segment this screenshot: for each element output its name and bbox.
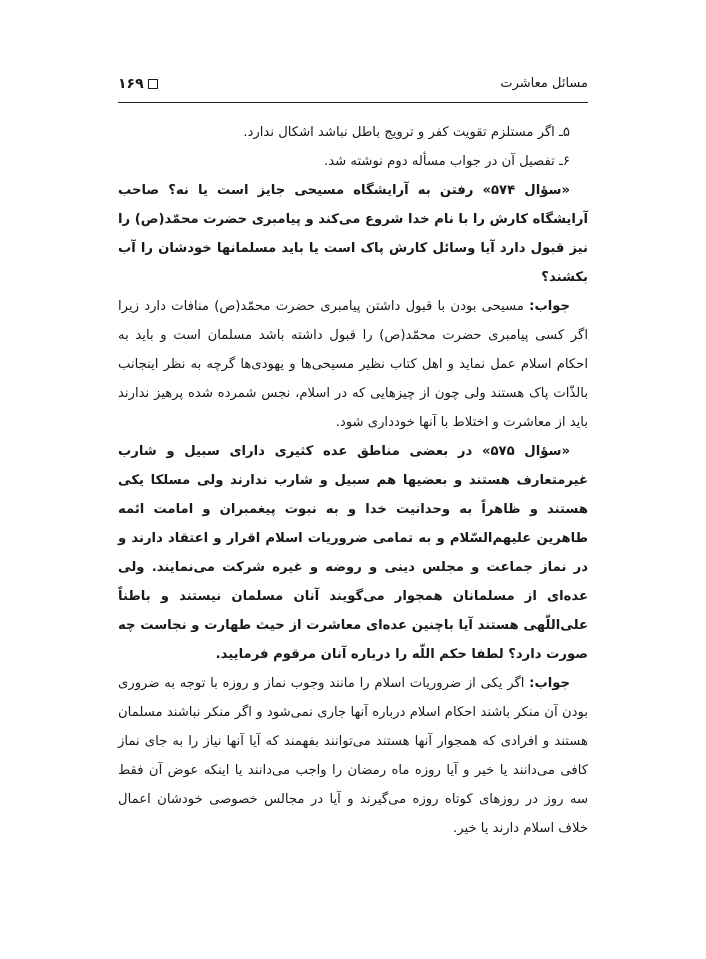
answer-574-label: جواب: bbox=[529, 299, 570, 314]
running-title: مسائل معاشرت bbox=[500, 76, 588, 91]
question-574 bbox=[118, 176, 588, 292]
header-divider bbox=[118, 102, 588, 103]
page-number: ۱۶۹ bbox=[118, 76, 144, 92]
list-item-5: ۵ـ اگر مستلزم تقویت کفر و ترویج باطل نباشد اشکال ندارد. bbox=[243, 125, 570, 140]
answer-575-text: اگر یکی از ضروریات اسلام را مانند وجوب نماز و روزه با توجه به ضروری بودن آن منکر باشند احکام اسلام درباره آنها جاری نمی‌شود و اگر منکر نباشند مسلمان هستند و افرادی که همجوار آنها هستند می‌توانند بفهمند که آیا آنها نیاز را به جای نماز کافی می‌دانند یا خیر و آیا روزه ماه رمضان را واجب می‌دانند یا اینکه عوض آن فقط سه روز در روزهای کوتاه روزه می‌گیرند و آیا در مجالس خصوصی خودشان اعمال خلاف اسلام دارند یا خیر. bbox=[118, 676, 588, 836]
page-number-block bbox=[118, 76, 158, 92]
answer-574-text: مسیحی بودن با قبول داشتن پیامبری حضرت محمّد(ص) منافات دارد زیرا اگر کسی پیامبری حضرت محمّد(ص) را قبول داشته باشد مسلمان است و باید به احکام اسلام عمل نماید و اهل کتاب نظیر مسیحی‌ها و یهودی‌ها گرچه به نظر اینجانب بالذّات پاک هستند ولی چون از چیزهایی که در اسلام، نجس شمرده شده پرهیز ندارند باید از معاشرت و اختلاط با آنها خودداری شود. bbox=[118, 299, 588, 430]
list-item-6: ۶ـ تفصیل آن در جواب مسأله دوم نوشته شد. bbox=[324, 154, 570, 169]
body-text bbox=[118, 118, 588, 843]
square-icon bbox=[148, 79, 158, 89]
question-574-text: رفتن به آرایشگاه مسیحی جایز است یا نه؟ صاحب آرایشگاه کارش را با نام خدا شروع می‌کند و پیامبری حضرت محمّد(ص) را نیز قبول دارد آیا وسائل کارش پاک است یا باید مسلمانها خودشان را آب بکشند؟ bbox=[117, 183, 588, 285]
page-header bbox=[118, 76, 588, 98]
question-574-label: «سؤال ۵۷۴» bbox=[482, 183, 570, 198]
question-575-label: «سؤال ۵۷۵» bbox=[481, 444, 571, 459]
answer-575 bbox=[118, 669, 588, 843]
question-575 bbox=[118, 437, 588, 669]
question-575-text: در بعضی مناطق عده کثیری دارای سبیل و شارب غیرمتعارف هستند و بعضیها هم سبیل و شارب ندارند ولی مسلکا یکی هستند و ظاهراً به وحدانیت خدا و به نبوت پیغمبران و امامت ائمه طاهرین علیهم‌السّلام و به تمامی ضروریات اسلام اقرار و اعتقاد دارند و در نماز جماعت و مجلس دینی و روضه و غیره شرکت می‌نمایند. ولی عده‌ای از مسلمانان همجوار می‌گویند آنان مسلمان نیستند و باطناً علی‌اللّهی هستند آیا باچنین عده‌ای معاشرت از حیث طهارت و نجاست چه صورت دارد؟ لطفا حکم اللّه را درباره آنان مرقوم فرمایید. bbox=[118, 444, 588, 662]
answer-575-label: جواب: bbox=[529, 676, 570, 691]
answer-574 bbox=[118, 292, 588, 437]
